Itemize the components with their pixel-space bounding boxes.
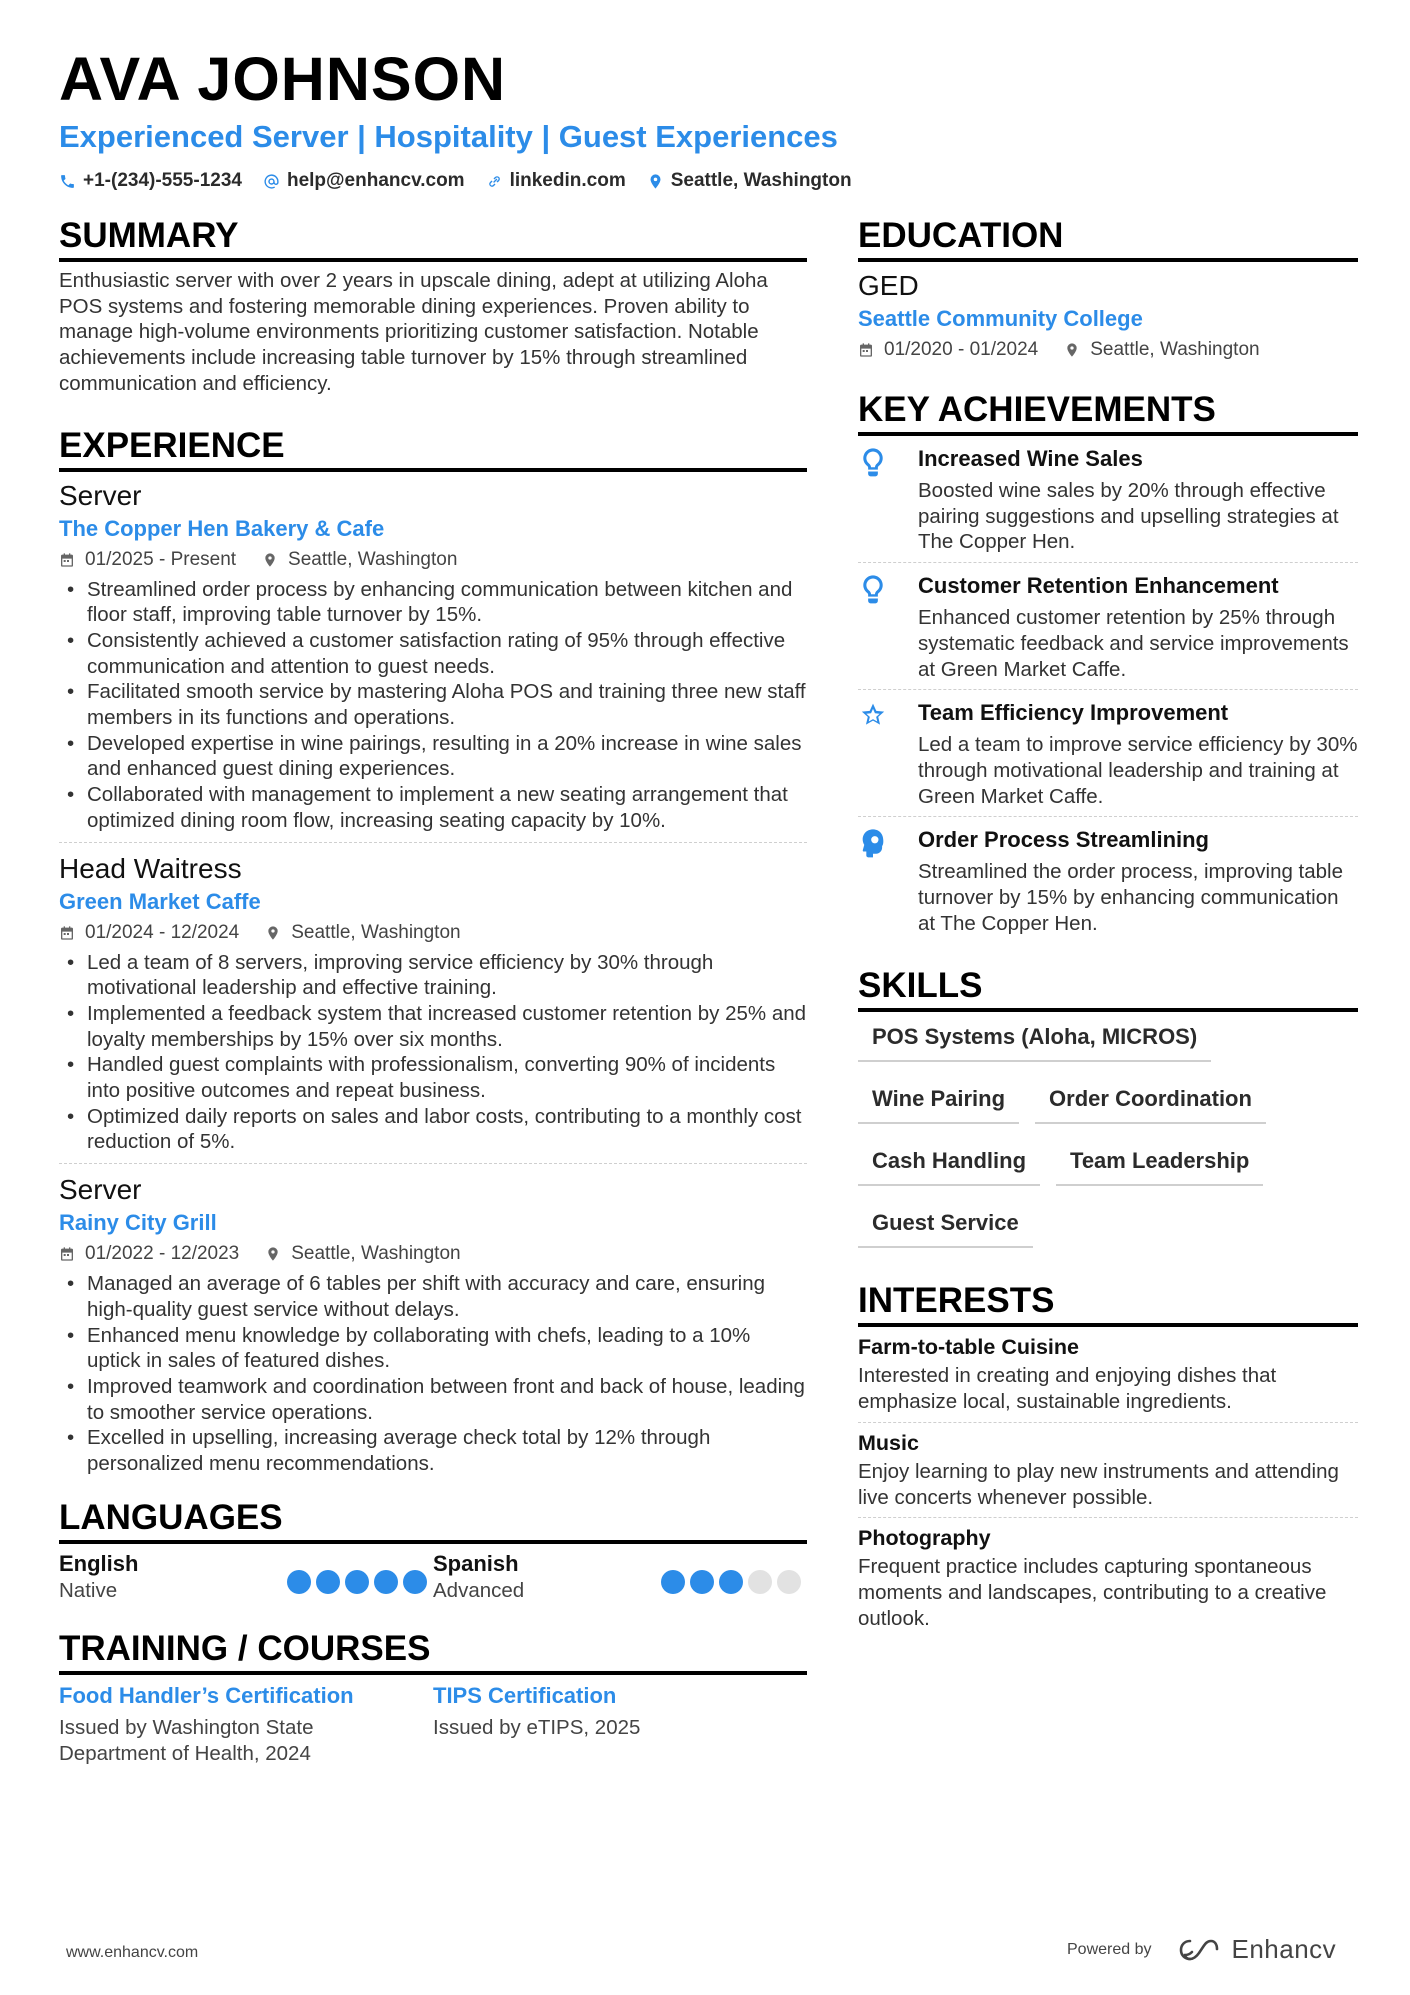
bullet: • Handled guest complaints with professionalism, converting 90% of incidents into positive outcomes and repeat business. [59,1052,807,1103]
education-title: EDUCATION [858,215,1358,262]
experience-entry [59,478,807,843]
interest-desc: Frequent practice includes capturing spontaneous moments and landscapes, contributing to a creative outlook. [858,1555,1327,1630]
language-name: Spanish [433,1550,519,1576]
job-location: Seattle, Washington [288,548,458,570]
skill-tag: POS Systems (Aloha, MICROS) [858,1014,1211,1062]
rating-dot-filled [690,1570,714,1594]
calendar-icon [59,1246,75,1262]
skills-title: SKILLS [858,965,1358,1012]
interests-section [858,1280,1358,1638]
job-role: Head Waitress [59,852,242,884]
rating-dot-filled [719,1570,743,1594]
footer-branding [1067,1934,1336,1965]
achievement-desc: Led a team to improve service efficiency by 30% through motivational leadership and training at Green Market Caffe. [918,733,1358,808]
interest-item [858,1327,1358,1422]
interests-title: INTERESTS [858,1280,1358,1327]
course-item [59,1681,433,1766]
language-rating [282,1560,427,1604]
calendar-icon [59,925,75,941]
location-text: Seattle, Washington [670,170,852,191]
job-meta [59,920,807,946]
achievement-desc: Enhanced customer retention by 25% through systematic feedback and service improvements at Green Market Caffe. [918,606,1349,681]
education-school[interactable]: Seattle Community College [858,306,1143,331]
language-name: English [59,1550,139,1576]
location-pin-icon [647,173,664,190]
job-location: Seattle, Washington [291,921,461,943]
bullet: • Optimized daily reports on sales and labor costs, contributing to a monthly cost reduction of 5%. [59,1104,807,1155]
contact-email[interactable] [263,168,465,194]
achievements-title: KEY ACHIEVEMENTS [858,389,1358,436]
experience-entry [59,1172,807,1485]
bullet: • Collaborated with management to implement a new seating arrangement that optimized dining room flow, increasing seating capacity by 10%. [59,782,807,833]
course-item [433,1681,807,1766]
training-section [59,1628,807,1766]
candidate-name: AVA JOHNSON [59,45,507,113]
job-dates: 01/2022 - 12/2023 [85,1243,240,1265]
interest-item [858,1518,1358,1638]
job-location: Seattle, Washington [291,1243,461,1265]
skill-tag: Order Coordination [1035,1076,1266,1124]
location-pin-icon [265,925,281,941]
interest-desc: Enjoy learning to play new instruments and attending live concerts whenever possible. [858,1459,1339,1509]
job-bullets [59,1271,807,1477]
course-title: Food Handler’s Certification [59,1682,354,1708]
contact-location [647,168,852,194]
achievement-item [858,436,1358,563]
bullet: • Implemented a feedback system that increased customer retention by 25% and loyalty memberships by 15% over six months. [59,1001,807,1052]
language-rating [656,1560,801,1604]
job-meta [59,547,807,573]
job-bullets [59,950,807,1156]
training-title: TRAINING / COURSES [59,1628,807,1675]
experience-entry [59,851,807,1165]
phone-icon [59,173,76,190]
link-icon [486,173,503,190]
head-icon [858,827,888,861]
course-title: TIPS Certification [433,1682,617,1708]
job-company[interactable]: The Copper Hen Bakery & Cafe [59,515,385,541]
brand-logo[interactable] [1178,1934,1337,1965]
bullet: • Managed an average of 6 tables per shift with accuracy and care, ensuring high-quality guest service without delays. [59,1271,807,1322]
location-pin-icon [262,552,278,568]
footer-website[interactable]: www.enhancv.com [66,1944,199,1961]
achievement-item [858,690,1358,817]
languages-list [59,1550,807,1604]
bullet: • Improved teamwork and coordination between front and back of house, leading to smoother service operations. [59,1374,807,1425]
education-dates: 01/2020 - 01/2024 [884,339,1039,360]
interest-desc: Interested in creating and enjoying dishes that emphasize local, sustainable ingredients. [858,1364,1277,1414]
rating-dot-filled [661,1570,685,1594]
phone-text: +1-(234)-555-1234 [83,170,242,191]
linkedin-text: linkedin.com [509,170,626,191]
achievement-title: Customer Retention Enhancement [918,573,1279,599]
email-text: help@enhancv.com [286,170,465,191]
headline: Experienced Server | Hospitality | Guest Experiences [59,119,838,154]
contact-linkedin[interactable] [486,168,626,194]
bullet: • Consistently achieved a customer satisfaction rating of 95% through effective communication and attention to guest needs. [59,628,807,679]
skill-tag: Team Leadership [1056,1138,1263,1186]
calendar-icon [59,552,75,568]
achievement-desc: Boosted wine sales by 20% through effective pairing suggestions and upselling strategies at The Copper Hen. [918,479,1339,554]
location-pin-icon [265,1246,281,1262]
course-desc: Issued by Washington State Department of Health, 2024 [59,1715,314,1765]
job-meta [59,1241,807,1267]
skill-tag: Cash Handling [858,1138,1040,1186]
interest-title: Photography [858,1526,991,1551]
job-bullets [59,577,807,834]
bullet: • Streamlined order process by enhancing communication between kitchen and floor staff, improving table turnover by 15%. [59,577,807,628]
job-company[interactable]: Rainy City Grill [59,1210,217,1236]
contact-phone[interactable] [59,168,242,194]
bullet: • Led a team of 8 servers, improving service efficiency by 30% through motivational leadership and effective training. [59,950,807,1001]
rating-dot-empty [748,1570,772,1594]
skill-tag: Wine Pairing [858,1076,1019,1124]
education-location: Seattle, Washington [1090,339,1260,360]
location-pin-icon [1064,342,1080,358]
achievement-item [858,563,1358,690]
right-column [858,215,1358,1638]
contact-bar [59,168,873,194]
summary-title: SUMMARY [59,215,807,262]
education-section [858,215,1358,363]
skills-section [858,965,1358,1262]
languages-section [59,1497,807,1604]
skills-list [858,1014,1358,1262]
star-icon [858,700,888,734]
job-dates: 01/2024 - 12/2024 [85,921,240,943]
summary-section [59,215,807,397]
bullet: • Facilitated smooth service by mastering Aloha POS and training three new staff members in its functions and operations. [59,679,807,730]
rating-dot-filled [403,1570,427,1594]
interest-title: Music [858,1430,919,1455]
job-company[interactable]: Green Market Caffe [59,888,261,914]
achievement-item [858,817,1358,943]
experience-section [59,425,807,1485]
lightbulb-icon [858,573,888,607]
enhancv-logo-icon [1178,1937,1224,1963]
courses-list [59,1681,807,1766]
at-icon [263,173,280,190]
achievement-title: Increased Wine Sales [918,446,1143,471]
powered-by-label: Powered by [1067,1940,1152,1958]
job-role: Server [59,479,142,511]
interest-title: Farm-to-table Cuisine [858,1335,1079,1360]
experience-title: EXPERIENCE [59,425,807,472]
summary-text: Enthusiastic server with over 2 years in upscale dining, adept at utilizing Aloha POS systems and fostering memorable dining experiences. Proven ability to manage high-volume environments prioritizing customer satisfaction. Notable achievements include increasing table turnover by 15% through streamlined communication and efficiency. [59,269,768,395]
course-desc: Issued by eTIPS, 2025 [433,1715,641,1739]
bullet: • Developed expertise in wine pairings, resulting in a 20% increase in wine sales and enhanced guest dining experiences. [59,731,807,782]
rating-dot-filled [374,1570,398,1594]
rating-dot-filled [345,1570,369,1594]
interest-item [858,1423,1358,1518]
bullet: • Enhanced menu knowledge by collaborating with chefs, leading to a 10% uptick in sales of featured dishes. [59,1323,807,1374]
language-level: Native [59,1578,118,1602]
language-item [433,1550,807,1604]
job-role: Server [59,1174,142,1206]
education-degree: GED [858,270,919,301]
achievement-title: Team Efficiency Improvement [918,700,1229,726]
language-level: Advanced [433,1578,525,1602]
achievement-title: Order Process Streamlining [918,827,1209,853]
lightbulb-icon [858,446,888,480]
rating-dot-filled [287,1570,311,1594]
brand-name: Enhancv [1231,1934,1337,1964]
calendar-icon [858,342,874,358]
skill-tag: Guest Service [858,1200,1033,1248]
education-meta [858,337,1358,363]
achievements-section [858,389,1358,943]
achievement-desc: Streamlined the order process, improving table turnover by 15% by enhancing communication at The Copper Hen. [918,860,1344,935]
bullet: • Excelled in upselling, increasing average check total by 12% through personalized menu recommendations. [59,1425,807,1476]
rating-dot-empty [777,1570,801,1594]
rating-dot-filled [316,1570,340,1594]
job-dates: 01/2025 - Present [85,548,237,570]
language-item [59,1550,433,1604]
left-column [59,215,807,1766]
languages-title: LANGUAGES [59,1497,807,1544]
